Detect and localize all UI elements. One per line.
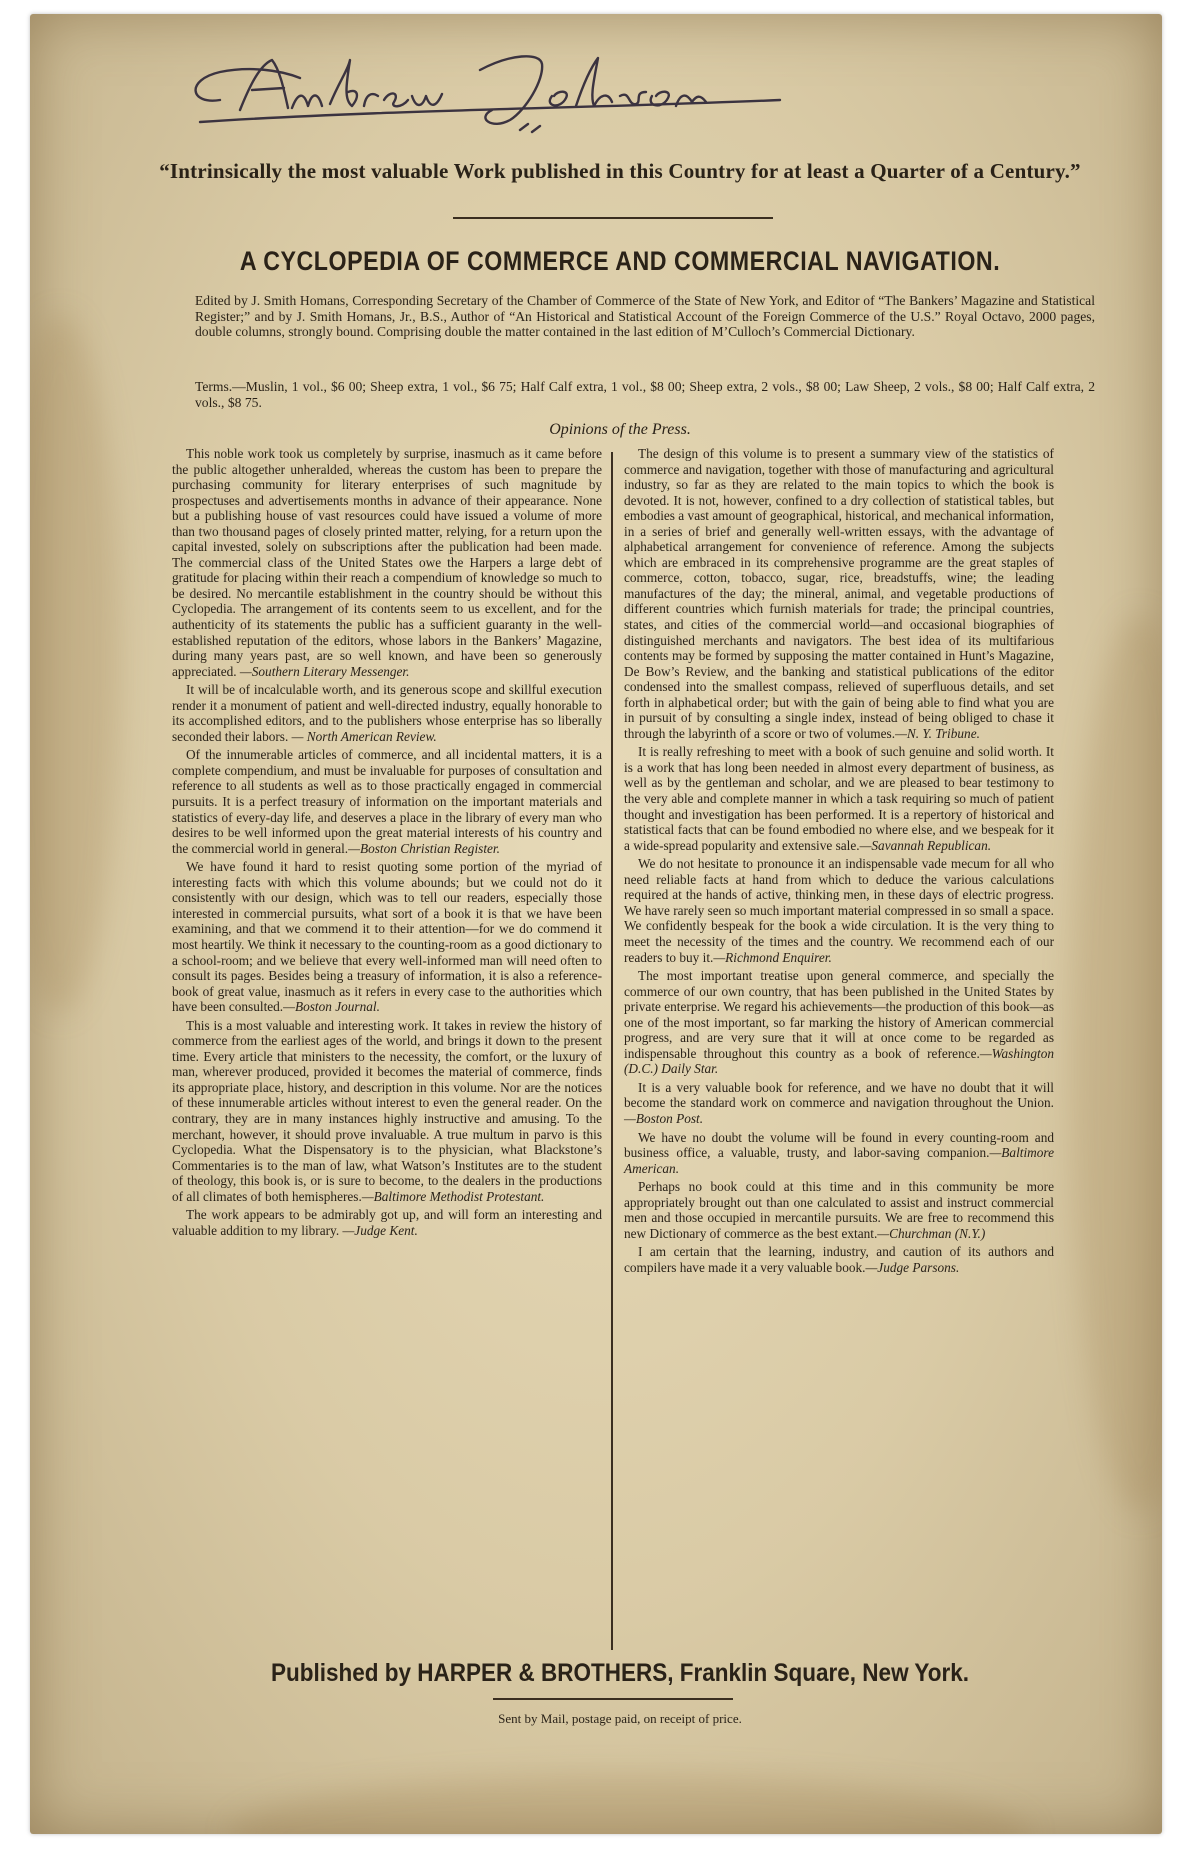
opinions-heading: Opinions of the Press. [549, 421, 691, 438]
page-title: A CYCLOPEDIA OF COMMERCE AND COMMERCIAL NAVIGATION. [239, 246, 1001, 276]
review-paragraph: Perhaps no book could at this time and in this community be more appropriately brought out than one calculated to assist and instruct commercial men and those occupied in mercantile pursuits. We are free to recommend this new Dictionary of commerce as the best extant.—Churchman (N.Y.) [624, 1179, 1054, 1241]
review-source: —Washington (D.C.) Daily Star. [624, 1045, 1054, 1077]
review-source: —Boston Journal. [283, 999, 380, 1015]
review-source: —Boston Post. [624, 1110, 704, 1126]
header-quote: “Intrinsically the most valuable Work published in this Country for at least a Quarter of a Century.” [159, 159, 1081, 183]
editor-credits: Edited by J. Smith Homans, Corresponding Secretary of the Chamber of Commerce of the State of New York, and Editor of “The Bankers’ Magazine and Statistical Register;” and by J. Smith Homans, Jr., B.S., Author of “An Historical and Statistical Account of the Foreign Commerce of the U.S.” Royal Octavo, 2000 pages, double columns, strongly bound. Comprising double the matter contained in the last edition of M’Culloch’s Commercial Dictionary. [195, 293, 1095, 340]
right-column [624, 446, 1054, 1278]
review-paragraph: This noble work took us completely by surprise, inasmuch as it came before the public altogether unheralded, whereas the custom has been to prepare the purchasing community for literary enterprises of such magnitude by prospectuses and advertisements months in advance of their appearance. None but a publishing house of vast resources could have issued a volume of more than two thousand pages of closely printed matter, relying, for a return upon the capital invested, solely on subscriptions after the publication had been made. The commercial class of the United States owe the Harpers a large debt of gratitude for placing within their reach a compendium of knowledge so much to be desired. No mercantile establishment in the country should be without this Cyclopedia. The arrangement of its contents seem to us excellent, and for the authenticity of its statements the public has a sufficient guaranty in the well-established reputation of the editors, whose labors in the Bankers’ Magazine, during many years past, are so well known, and have been so generously appreciated. —Southern Literary Messenger. [172, 446, 602, 679]
review-paragraph: It is really refreshing to meet with a book of such genuine and solid worth. It is a work that has long been needed in almost every department of business, as well as by the gentleman and scholar, and we are pleased to bear testimony to the very able and complete manner in which a task requiring so much of patient thought and investigation has been performed. It is a repertory of historical and statistical facts that can be found embodied no where else, and we bespeak for it a wide-spread popularity and extensive sale.—Savannah Republican. [624, 744, 1054, 853]
review-source: —Boston Christian Register. [348, 840, 500, 856]
column-divider [611, 452, 613, 1650]
paper-stain [1070, 614, 1162, 1514]
review-paragraph: It will be of incalculable worth, and its generous scope and skillful execution render it a monument of patient and well-directed industry, equally honorable to its accomplished editors, and to the publishers whose enterprise has so liberally seconded their labors. — North American Review. [172, 682, 602, 744]
review-paragraph: We have found it hard to resist quoting some portion of the myriad of interesting facts with which this volume abounds; but we could not do it consistently with our design, which was to tell our readers, especially those interested in commercial pursuits, what sort of a book it is that we have been examining, and that we commend it to their attention—for we do commend it most heartily. We think it necessary to the counting-room as a good dictionary to a school-room; and we believe that every well-informed man will need often to consult its pages. Besides being a treasury of information, it is also a reference-book of great value, inasmuch as it refers in every case to the authorities which have been consulted.—Boston Journal. [172, 859, 602, 1015]
review-paragraph: Of the innumerable articles of commerce, and all incidental matters, it is a complete compendium, and must be invaluable for purposes of consultation and reference to all students as well as to those practically engaged in commercial pursuits. It is a perfect treasury of information on the important materials and statistics of every-day life, and deserves a place in the library of every man who desires to be well informed upon the great material interests of his country and the commercial world in general.—Boston Christian Register. [172, 747, 602, 856]
review-paragraph: We do not hesitate to pronounce it an indispensable vade mecum for all who need reliable facts at hand from which to deduce the various calculations required at the hands of active, thinking men, in these days of electric progress. We have rarely seen so much important material compressed in so small a space. We confidently bespeak for the book a wide circulation. It is the very thing to meet the necessity of the times and the country. We recommend each of our readers to buy it.—Richmond Enquirer. [624, 856, 1054, 965]
divider-rule [453, 217, 773, 219]
review-source: —Judge Parsons. [865, 1259, 960, 1275]
review-source: — North American Review. [291, 728, 437, 744]
paper-stain [230, 1774, 1030, 1834]
paper-stain [30, 314, 120, 1014]
review-source: —Judge Kent. [342, 1222, 418, 1238]
review-paragraph: This is a most valuable and interesting work. It takes in review the history of commerce from the earliest ages of the world, and brings it down to the present time. Every article that ministers to the necessity, the comfort, or the luxury of man, wherever produced, provided it becomes the material of commerce, finds its appropriate place, history, and description in this volume. Nor are the notices of these innumerable articles without interest to even the general reader. On the contrary, they are in many instances highly instructive and amusing. To the merchant, however, it should prove invaluable. A true multum in parvo is this Cyclopedia. What the Dispensatory is to the physician, what Blackstone’s Commentaries is to the man of law, what Watson’s Institutes are to the student of theology, this book is, or is sure to become, to the dealers in the productions of all climates of both hemispheres.—Baltimore Methodist Protestant. [172, 1017, 602, 1204]
review-paragraph: The most important treatise upon general commerce, and specially the commerce of our own country, that has been published in the United States by private enterprise. We regard his achievements—the production of this book—as one of the most important, so far marking the history of American commercial progress, and are very sure that it will at once come to be regarded as indispensable throughout this country as a book of reference.—Washington (D.C.) Daily Star. [624, 968, 1054, 1077]
left-column [172, 446, 602, 1241]
document-page [30, 14, 1162, 1834]
review-paragraph: The design of this volume is to present a summary view of the statistics of commerce and navigation, together with those of manufacturing and agricultural industry, so far as they are related to the main topics to which the book is devoted. It is not, however, confined to a dry collection of statistical tables, but embodies a vast amount of geographical, historical, and mechanical information, in a series of brief and generally well-written essays, with the advantage of alphabetical arrangement for convenience of reference. Among the subjects which are embraced in its comprehensive programme are the great staples of commerce, cotton, tobacco, sugar, rice, breadstuffs, wine; the leading manufactures of the day; the mineral, animal, and vegetable productions of different countries which furnish materials for trade; the principal countries, states, and cities of the commercial world—and occasional biographies of distinguished merchants and navigators. The best idea of its multifarious contents may be formed by supposing the matter contained in Hunt’s Magazine, De Bow’s Review, and the banking and statistical publications of the editor condensed into the smallest compass, relieved of superfluous details, and set forth in alphabetical order; but with the gain of being able to find what you are in pursuit of by consulting a single index, instead of being obliged to chase it through the labyrinth of a score or two of volumes.—N. Y. Tribune. [624, 446, 1054, 741]
review-paragraph: We have no doubt the volume will be found in every counting-room and business office, a valuable, trusty, and labor-saving companion.—Baltimore American. [624, 1129, 1054, 1176]
handwritten-signature [180, 30, 800, 140]
review-source: —Richmond Enquirer. [713, 949, 832, 965]
review-source: —Savannah Republican. [859, 837, 992, 853]
review-source: —Southern Literary Messenger. [239, 663, 410, 679]
terms-prices: Terms.—Muslin, 1 vol., $6 00; Sheep extra, 1 vol., $6 75; Half Calf extra, 1 vol., $8 00; Sheep extra, 2 vols., $8 00; Law Sheep, 2 vols., $8 00; Half Calf extra, 2 vols., $8 75. [195, 379, 1095, 410]
divider-rule [493, 1698, 733, 1700]
review-paragraph: It is a very valuable book for reference, and we have no doubt that it will become the standard work on commerce and navigation throughout the Union.—Boston Post. [624, 1079, 1054, 1126]
review-source: —Baltimore American. [624, 1145, 1054, 1176]
mail-notice: Sent by Mail, postage paid, on receipt of price. [498, 1711, 742, 1726]
publisher-line: Published by HARPER & BROTHERS, Franklin Square, New York. [270, 1659, 970, 1687]
review-paragraph: I am certain that the learning, industry, and caution of its authors and compilers have made it a very valuable book.—Judge Parsons. [624, 1244, 1054, 1275]
review-source: —Churchman (N.Y.) [877, 1225, 986, 1241]
review-paragraph: The work appears to be admirably got up, and will form an interesting and valuable addition to my library. —Judge Kent. [172, 1207, 602, 1238]
review-source: —Baltimore Methodist Protestant. [361, 1188, 545, 1204]
review-source: —N. Y. Tribune. [895, 725, 980, 741]
signature-graphic [180, 30, 800, 140]
